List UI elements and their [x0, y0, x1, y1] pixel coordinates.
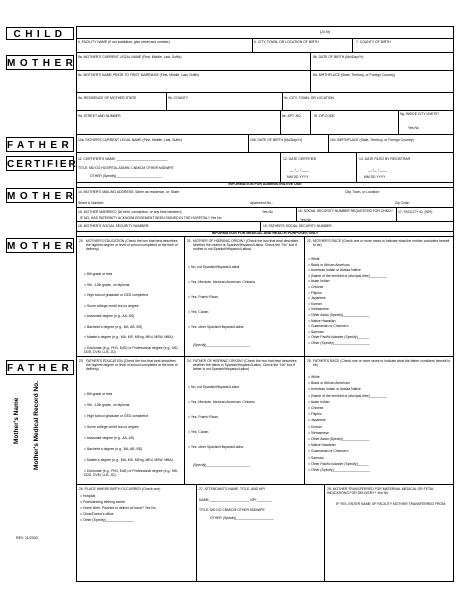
mother-race-option[interactable]: □ Native Hawaiian	[308, 318, 336, 323]
father-race-option[interactable]: □ Asian Indian	[308, 399, 330, 404]
mother-education-option[interactable]: □ Bachelor's degree (e.g., BA, AB, BS)	[84, 324, 143, 329]
father-race-option[interactable]: □ Guamanian or Chamorro	[308, 449, 349, 454]
father-education-option[interactable]: □ Some college credit but no degree	[84, 425, 139, 429]
father-education-option[interactable]: □ 8th grade or less	[84, 392, 113, 396]
father-education-option[interactable]: □ Doctorate (e.g., PhD, EdD) or Professional degree (e.g., MD, DDS, DVM, LLB, JD)	[84, 469, 179, 478]
mother-education-option[interactable]: □ High school graduate or GED completed	[84, 293, 148, 297]
field-21-number: 21.	[187, 239, 192, 243]
mother-race-option[interactable]: □ Guamanian or Chamorro	[308, 324, 349, 329]
field-12-format: MM DD YYYY	[287, 175, 309, 179]
field-15-label: 15. MOTHER MARRIED? (At birth, conception, or any time between)	[78, 210, 182, 214]
father-race-option[interactable]: □ Korean	[308, 424, 322, 429]
father-education-option[interactable]: □ Bachelor's degree (e.g., BA, AB, BS)	[84, 447, 143, 451]
father-race-option[interactable]: □ Samoan	[308, 455, 324, 460]
field-20-number: 20.	[79, 239, 84, 243]
field-19-label: 19. FATHER'S SOCIAL SECURITY NUMBER:	[263, 224, 333, 228]
field-9g-label: 9g. INSIDE CITY LIMITS?	[400, 112, 440, 116]
father-hispanic-heading: FATHER OF HISPANIC ORIGIN? (Check the box that best describes whether the father is Spanish/Hispanic/Latino. Check the "No" box if father is not Spanish/Hispanic/Latino)	[193, 359, 297, 372]
field-27-label: 27. ATTENDANT'S NAME, TITLE, AND NPI	[199, 487, 265, 491]
section-father-medical-label: FATHER	[6, 360, 74, 375]
section-mother-label: MOTHER	[6, 55, 74, 70]
father-race-option[interactable]: □ Native Hawaiian	[308, 443, 336, 448]
birth-place-option[interactable]: □ Other (Specify)_______________	[80, 518, 135, 522]
mother-race-option[interactable]: □ Vietnamese	[308, 307, 329, 312]
field-12-label: 12. DATE CERTIFIED	[283, 157, 317, 161]
field-27-name[interactable]: NAME:_____________________ NPI:________	[199, 498, 272, 502]
mother-race-option[interactable]: □ Other Asian (Specify)______________	[308, 313, 370, 317]
mother-education-option[interactable]: □ 8th grade or less	[84, 272, 113, 276]
mother-race-option[interactable]: □ Other (Specify)___________________	[308, 341, 370, 345]
field-11-title-options[interactable]: TITLE: MD DO HOSPITAL ADMIN. CNM/CM OTHER MIDWIFE	[78, 166, 174, 170]
mother-hispanic-option[interactable]: □ Yes, other Spanish/Hispanic/Latina	[188, 325, 244, 329]
field-14-street: Street & Number:	[78, 201, 105, 205]
field-8b-label: 8b. DATE OF BIRTH (Mo/Day/Yr)	[313, 55, 364, 59]
field-6b-label: 6. CITY, TOWN, OR LOCATION OF BIRTH	[254, 40, 319, 44]
field-12-date[interactable]: __ /__ /____	[290, 168, 309, 172]
field-9f-label: 9f. ZIP CODE	[314, 114, 335, 118]
field-13-label: 13. DATE FILED BY REGISTRAR	[359, 157, 411, 161]
birth-place-option[interactable]: □ Home Birth: Planned to deliver at home? Yes No	[80, 506, 156, 510]
mother-hispanic-specify[interactable]: (Specify)_______________________	[193, 343, 250, 347]
mother-hispanic-option[interactable]: □ No, not Spanish/Hispanic/Latina	[188, 265, 240, 269]
field-28-label: 28. MOTHER TRANSFERRED FOR MATERNAL MEDICAL OR FETAL INDICATIONS FOR DELIVERY? Yes No	[327, 487, 434, 496]
father-race-option[interactable]: □ Other Asian (Specify)______________	[308, 437, 370, 441]
field-13-format: MM DD YYYY	[364, 175, 386, 179]
field-7-label: 7. COUNTY OF BIRTH	[356, 40, 391, 44]
field-25-number: 25.	[307, 359, 312, 363]
field-23-number: 23.	[79, 359, 84, 363]
field-9b-label: 9b. COUNTY	[168, 96, 188, 100]
mother-hispanic-option[interactable]: □ Yes, Puerto Rican	[188, 295, 218, 299]
mother-race-option[interactable]: □ American Indian or Alaska Native	[308, 268, 361, 273]
field-26-label: 26. PLACE WHERE BIRTH OCCURRED (Check one)	[79, 487, 161, 491]
mother-education-option[interactable]: □ Some college credit but no degree	[84, 303, 139, 308]
mother-education-option[interactable]: □ Associate degree (e.g., AA, AS)	[84, 314, 135, 318]
field-11-other[interactable]: OTHER (Specify)________________________	[90, 174, 162, 178]
section-mother-admin-label: MOTHER	[6, 188, 74, 203]
father-race-option[interactable]: □ Other Pacific Islander (Specify)______	[308, 461, 370, 466]
field-8d-label: 8d. BIRTHPLACE (State, Territory, or Foreign Country)	[313, 73, 395, 77]
birth-place-option[interactable]: □ Freestanding birthing center	[80, 500, 126, 504]
father-race-option[interactable]: □ Chinese	[308, 406, 324, 410]
mother-hispanic-option[interactable]: □ Yes, Mexican, Mexican American, Chicana	[188, 280, 255, 284]
section-mother-medical-label: MOTHER	[6, 238, 74, 253]
field-16-label: 16. SOCIAL SECURITY NUMBER REQUESTED FOR CHILD?	[298, 209, 393, 213]
father-hispanic-option[interactable]: □ Yes, Mexican, Mexican American, Chicano	[188, 400, 255, 404]
field-13-date[interactable]: __ /__ /____	[368, 168, 387, 172]
father-hispanic-option[interactable]: □ Yes, Puerto Rican	[188, 415, 218, 419]
mother-race-heading: MOTHER'S RACE (Check one or more races to indicate what the mother considers herself to be)	[313, 239, 450, 248]
father-race-heading: FATHER'S RACE (Check one or more races to indicate what the father considers himself to be)	[313, 359, 451, 368]
field-24-number: 24.	[187, 359, 192, 363]
mother-race-option[interactable]: □ Samoan	[308, 329, 324, 334]
father-education-option[interactable]: □ High school graduate or GED completed	[84, 414, 148, 418]
mother-hispanic-option[interactable]: □ Yes, Cuban	[188, 310, 209, 314]
mothers-name-label: Mother's Name	[13, 397, 20, 444]
mother-education-option[interactable]: □ Doctorate (e.g., PhD, EdD) or Professional degree (e.g., MD, DDS, DVM, LLB, JD)	[84, 345, 179, 354]
mother-race-option[interactable]: □ (Name of the enrolled or principal tribe)_________	[308, 273, 387, 278]
mother-education-option[interactable]: □ Master's degree (e.g., MA, MS, MEng, MEd, MSW, MBA)	[84, 335, 173, 339]
father-race-option[interactable]: □ Vietnamese	[308, 430, 329, 435]
father-education-heading: FATHER'S EDUCATION (Check the box that best describes the highest degree or level of school completed at the time of delivery)	[86, 359, 178, 372]
mother-race-option[interactable]: □ Filipino	[308, 290, 322, 295]
field-27-title[interactable]: TITLE: MD DO CNM/CM OTHER MIDWIFE	[199, 508, 265, 512]
field-15-options[interactable]: Yes No	[262, 210, 273, 214]
father-race-option[interactable]: □ White	[308, 375, 320, 379]
field-14-city: City, Town, or Location:	[345, 190, 380, 194]
field-8c-label: 8c. MOTHER'S NAME PRIOR TO FIRST MARRIAGE (First, Middle, Last, Suffix)	[78, 73, 199, 77]
father-race-option[interactable]: □ Japanese	[308, 418, 326, 423]
mother-race-option[interactable]: □ Korean	[308, 301, 322, 306]
field-9c-label: 9c. CITY, TOWN, OR LOCATION	[284, 96, 334, 100]
field-8a-label: 8a. MOTHER'S CURRENT LEGAL NAME (First, Middle, Last, Suffix)	[78, 55, 182, 59]
mother-race-option[interactable]: □ Other Pacific Islander (Specify)______	[308, 335, 370, 340]
field-17-label: 17. FACILITY ID. (NPI)	[398, 210, 433, 214]
father-education-option[interactable]: □ 9th - 12th grade, no diploma	[84, 403, 130, 407]
field-22-number: 22.	[307, 239, 312, 243]
section-certifier-label: CERTIFIER	[6, 156, 74, 171]
father-education-option[interactable]: □ Master's degree (e.g., MA, MS, MEng, MEd, MSW, MBA)	[84, 458, 173, 462]
mother-race-option[interactable]: □ Black or African American	[308, 262, 350, 267]
field-10b-label: 10b. DATE OF BIRTH (Mo/Day/Yr)	[250, 138, 303, 142]
field-9g-options[interactable]: Yes No	[408, 126, 419, 130]
mother-race-option[interactable]: □ Asian Indian	[308, 279, 330, 284]
mother-hispanic-heading: MOTHER OF HISPANIC ORIGIN? (Check the box that best describes whether the mother is Spanish/Hispanic/Latina. Check the "No" box if mother is not Spanish/Hispanic/Latina)	[193, 239, 299, 252]
mother-race-option[interactable]: □ White	[308, 257, 320, 261]
mother-education-option[interactable]: □ 9th - 12th grade, no diploma	[84, 282, 130, 287]
field-9e-label: 9e. APT. NO.	[282, 114, 302, 118]
field-6-label: 6. FACILITY NAME (If not institution, give street and number)	[78, 40, 170, 44]
father-race-option[interactable]: □ Filipino	[308, 412, 322, 417]
time-hint: (24 hr)	[320, 30, 330, 34]
father-hispanic-option[interactable]: □ Yes, other Spanish/Hispanic/Latino	[188, 445, 244, 449]
birth-place-option[interactable]: □ Hospital	[80, 494, 96, 498]
field-14-apt: Apartment No.:	[250, 201, 273, 205]
revision-label: REV. 11/2003	[16, 536, 38, 540]
admin-bar: INFORMATION FOR ADMINISTRATIVE USE	[228, 182, 302, 186]
field-9d-label: 9d. STREET AND NUMBER	[78, 114, 121, 118]
medical-bar: INFORMATION FOR MEDICAL AND HEALTH PURPOSES ONLY	[211, 231, 319, 235]
section-child-label: CHILD	[6, 27, 74, 40]
field-14-label: 14. MOTHER'S MAILING ADDRESS: Same as residence, or: State:	[78, 190, 180, 194]
field-27-other[interactable]: OTHER (Specify)____________________	[210, 516, 274, 520]
field-10a-label: 10a. FATHER'S CURRENT LEGAL NAME (First, Middle, Last, Suffix)	[78, 138, 182, 142]
field-16-options[interactable]: Yes No	[300, 218, 311, 222]
field-10c-label: 10c. BIRTHPLACE (State, Territory, or Foreign Country)	[330, 138, 414, 142]
field-14-zip: Zip Code:	[395, 201, 410, 205]
field-11-label: 11. CERTIFIER'S NAME: ___________________________	[78, 157, 168, 161]
mother-race-option[interactable]: □ Chinese	[308, 285, 324, 289]
father-hispanic-specify[interactable]: (Specify)_______________________	[193, 463, 250, 467]
mother-education-heading: MOTHER'S EDUCATION (Check the box that best describes the highest degree or level of school completed at the time of delivery)	[86, 239, 178, 252]
father-education-option[interactable]: □ Associate degree (e.g., AA, AS)	[84, 436, 135, 440]
father-race-option[interactable]: □ Other (Specify)___________________	[308, 468, 370, 472]
field-18-label: 18. MOTHER'S SOCIAL SECURITY NUMBER:	[78, 224, 150, 228]
field-28-transfer: IF YES, ENTER NAME OF FACILITY MOTHER TRANSFERRED FROM:	[336, 502, 446, 506]
mothers-record-label: Mother's Medical Record No.	[33, 381, 40, 470]
field-9a-label: 9a. RESIDENCE OF MOTHER-STATE	[78, 96, 137, 100]
father-hispanic-option[interactable]: □ No, not Spanish/Hispanic/Latino	[188, 385, 240, 389]
father-race-option[interactable]: □ Black or African American	[308, 381, 350, 386]
father-race-option[interactable]: □ American Indian or Alaska Native	[308, 387, 361, 392]
field-15-paternity: IF NO, HAS PATERNITY ACKNOWLEDGEMENT BEEN SIGNED IN THE HOSPITAL? Yes No	[80, 216, 222, 220]
father-race-option[interactable]: □ (Name of the enrolled or principal tribe)_________	[308, 393, 387, 398]
birth-place-option[interactable]: □ Clinic/Doctor's office	[80, 512, 114, 516]
section-father-label: FATHER	[6, 137, 74, 152]
mother-race-option[interactable]: □ Japanese	[308, 296, 326, 301]
father-hispanic-option[interactable]: □ Yes, Cuban	[188, 430, 209, 434]
